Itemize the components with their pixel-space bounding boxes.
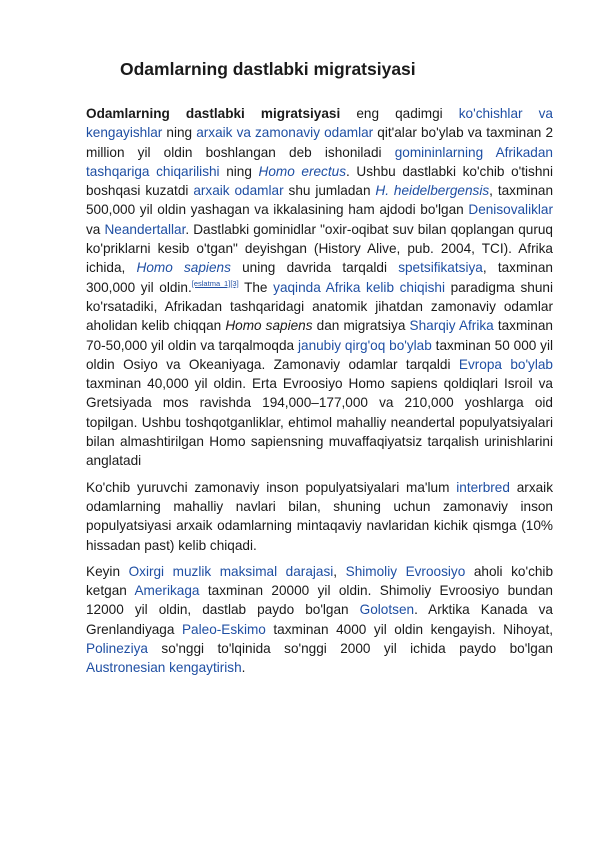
text-run: uning davrida tarqaldi [230,260,399,276]
bold-term: Odamlarning dastlabki migratsiyasi [86,106,341,121]
text-run: arxaik odamlarning mahalliy navlari bilan, shuning uchun zamonaviy inson populyatsiyasi arxaik odamlarning mintaqaviy navlaridan kichik qismga (10% hissadan past) kelib chiqadi. [86,479,553,553]
text-run [483,145,495,160]
reference-link[interactable]: [3] [230,278,239,288]
text-run: , [333,563,346,579]
inline-link[interactable]: spetsifikatsiya [398,260,483,276]
inline-link[interactable]: gomininlarning [394,144,484,160]
inline-link[interactable]: Homo erectus [258,163,346,179]
text-run: Keyin [86,563,129,579]
inline-link[interactable]: Afrikadan tashqariga chiqarilishi [86,144,553,179]
text-run: . Dastlabki gominidlar "oxir-oqibat suv bilan qoplangan quruq ko'priklarni kesib o'tgan" deyishgan (History Alive, pub. 2004, TCI). Afrika ichida, [86,221,553,276]
inline-link[interactable]: Sharqiy Afrika [409,318,494,334]
inline-link[interactable]: Shimoliy Evroosiyo [345,563,466,579]
text-run: taxminan 20000 yil oldin. Shimoliy Evroosiyo bundan 12000 yil oldin, dastlab paydo bo'lgan [86,583,553,618]
text-run: Ko'chib yuruvchi zamonaviy inson populyatsiyalari ma'lum [86,479,457,495]
text-run: eng qadimgi [340,106,459,121]
inline-link[interactable]: Paleo-Eskimo [181,621,266,637]
text-run: . Ushbu dastlabki ko'chib o'tishni boshqasi kuzatdi [86,163,553,199]
text-run: ning [219,163,259,179]
inline-link[interactable]: Austronesian kengaytirish [86,660,242,676]
paragraph-2 [86,478,553,555]
inline-link[interactable]: Homo sapiens [136,260,231,276]
inline-link[interactable]: ko'chishlar va kengayishlar [86,106,553,141]
inline-link[interactable]: Evropa bo'ylab [458,356,553,372]
page-title: Odamlarning dastlabki migratsiyasi [120,59,416,79]
text-run: va [86,221,105,237]
inline-link[interactable]: Amerikaga [134,583,200,599]
inline-link[interactable]: yaqinda Afrika kelib chiqishi [273,279,445,295]
article-body [86,104,553,685]
text-run: . Arktika Kanada va Grenlandiyaga [86,602,553,637]
text-run: ning [162,125,197,141]
text-run: aholi ko'chib ketgan [86,563,553,599]
text-run: taxminan 70-50,000 yil oldin va tarqalmoqda [86,318,553,353]
inline-link[interactable]: Denisovaliklar [468,202,553,218]
text-run: taxminan 50 000 yil oldin Osiyo va Okeaniyaga. Zamonaviy odamlar tarqaldi [86,337,554,372]
paragraph-3 [86,562,553,678]
inline-link[interactable]: interbred [456,479,510,495]
text-run: dan migratsiya [312,318,410,334]
text-run: , taxminan 300,000 yil oldin. [86,260,553,295]
inline-link[interactable]: H. heidelbergensis [375,183,490,199]
inline-link[interactable]: janubiy qirg'oq bo'ylab [297,337,432,353]
reference-link[interactable]: [eslatma 1] [191,278,231,288]
text-run: shu jumladan [283,183,376,199]
text-run: taxminan 40,000 yil oldin. Erta Evroosiyo Homo sapiens qoldiqlari Isroil va Gretsiyada mos ravishda 194,000–177,000 va 210,000 yoshlarga oid topilgan. Ushbu toshqotganliklar, ehtimol mahalliy neandertal populyatsiyalari bilan almashtirilgan Homo sapiensning muvaffaqiyatsiz tarqalish urinishlarini anglatadi [86,376,553,469]
inline-link[interactable]: Oxirgi muzlik maksimal darajasi [128,563,334,579]
text-run: , taxminan 500,000 yil oldin yashagan va ikkalasining ham ajdodi bo'lgan [86,183,554,218]
text-run: Homo sapiens [225,318,313,334]
inline-link[interactable]: arxaik va zamonaviy odamlar [196,125,374,141]
text-run: so'nggi to'lqinida so'nggi 2000 yil ichida paydo bo'lgan [147,641,553,657]
text-run: paradigma shuni ko'rsatadiki, Afrikadan tashqaridagi anatomik jihatdan zamonaviy odamlar aholidan kelib chiqqan [86,279,553,334]
inline-link[interactable]: Polineziya [86,641,148,657]
text-run: . [241,660,246,676]
text-run: The [238,279,274,295]
inline-link[interactable]: arxaik odamlar [193,183,284,199]
text-run: taxminan 4000 yil oldin kengayish. Nihoyat, [265,621,553,637]
inline-link[interactable]: Neandertallar [104,221,186,237]
inline-link[interactable]: Golotsen [359,602,415,618]
text-run: qit'alar bo'ylab va taxminan 2 million yil oldin boshlangan deb ishoniladi [86,125,553,160]
paragraph-1 [86,104,553,471]
